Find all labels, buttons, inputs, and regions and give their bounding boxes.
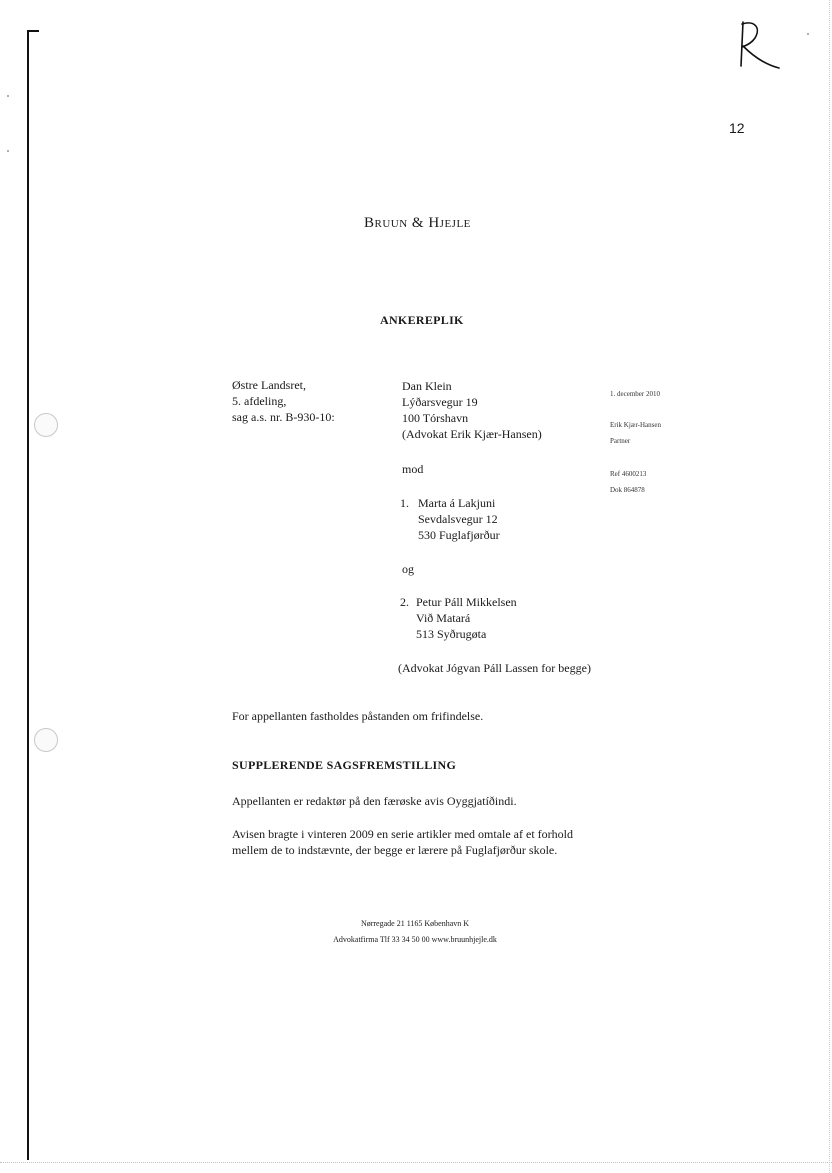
appellant-lawyer: (Advokat Erik Kjær-Hansen) [402,427,542,441]
appellant-street: Lýðarsvegur 19 [402,395,478,409]
footer-address: Nørregade 21 1165 København K [360,919,470,928]
respondent-1-city: 530 Fuglafjørður [418,528,500,542]
firm-name: Bruun & Hjejle [364,215,471,231]
handwritten-initial-mark [735,18,785,76]
reference-number: Ref 4600213 [610,470,647,478]
paragraph-2-line-2: mellem de to indstævnte, der begge er lærere på Fuglafjørður skole. [232,843,558,857]
document-number: Dok 864878 [610,486,645,494]
respondent-2-number: 2. [400,595,409,609]
punch-hole-top [34,413,58,437]
court-name: Østre Landsret, [232,378,306,392]
appellant-block [402,378,542,442]
respondent-2-city: 513 Syðrugøta [416,627,487,641]
respondents-lawyer: (Advokat Jógvan Páll Lassen for begge) [398,661,591,675]
respondent-1-street: Sevdalsvegur 12 [418,512,498,526]
footer-contact: Advokatfirma Tlf 33 34 50 00 www.bruunhjejle.dk [333,935,497,944]
case-number: sag a.s. nr. B-930-10: [232,410,335,424]
section-heading: SUPPLERENDE SAGSFREMSTILLING [232,758,457,772]
paragraph-2-line-1: Avisen bragte i vinteren 2009 en serie artikler med omtale af et forhold [232,827,573,841]
respondent-1-number: 1. [400,496,409,510]
respondent-2-name: Petur Páll Mikkelsen [416,595,517,609]
appellant-city: 100 Tórshavn [402,411,469,425]
page-number: 12 [729,120,745,136]
respondent-1-block [418,495,500,543]
document-title: ANKEREPLIK [380,313,464,327]
respondent-2-street: Við Matará [416,611,471,625]
scan-right-edge [829,0,830,1173]
scan-speck [807,33,809,35]
respondent-1-name: Marta á Lakjuni [418,496,496,510]
scan-speck [7,95,9,97]
court-division: 5. afdeling, [232,394,287,408]
claim-statement: For appellanten fastholdes påstanden om frifindelse. [232,709,484,723]
scan-bottom-edge [0,1162,832,1163]
court-block [232,377,335,425]
paragraph-1: Appellanten er redaktør på den færøske avis Oyggjatíðindi. [232,794,517,808]
scan-left-edge-tick [27,30,39,32]
footer [310,918,520,946]
mod-label: mod [402,462,424,476]
author-name: Erik Kjær-Hansen [610,421,661,429]
scan-speck [7,150,9,152]
document-date: 1. december 2010 [610,390,660,398]
punch-hole-bottom [34,728,58,752]
appellant-name: Dan Klein [402,379,452,393]
scan-left-edge [27,30,29,1160]
og-label: og [402,562,414,576]
respondent-2-block [416,594,517,642]
author-role: Partner [610,437,631,445]
paragraph-2 [232,826,573,858]
